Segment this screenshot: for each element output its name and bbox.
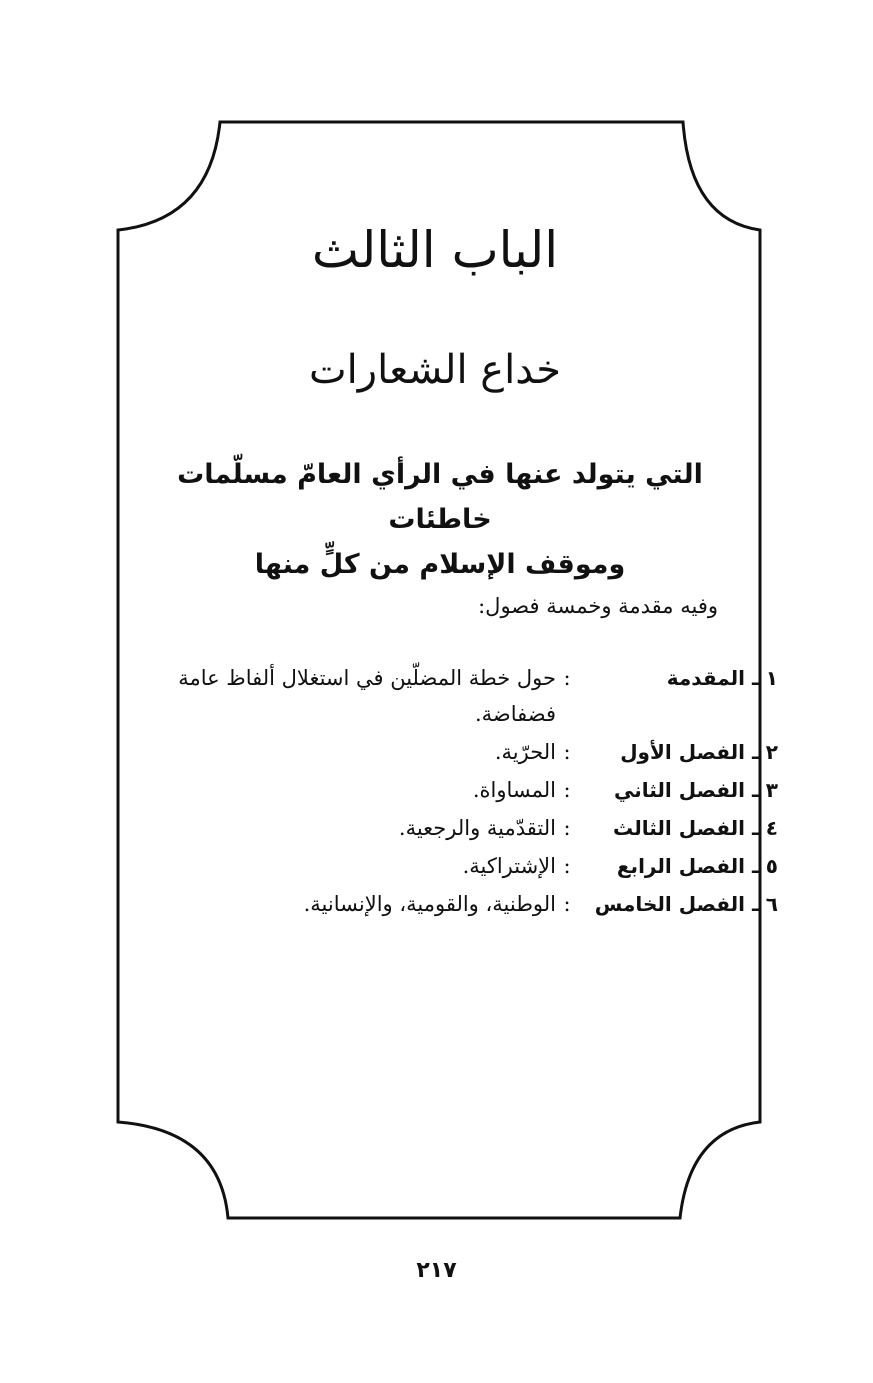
toc-description: الإشتراكية. xyxy=(462,854,556,878)
toc-row xyxy=(128,886,778,922)
table-of-contents xyxy=(128,660,778,924)
toc-separator: : xyxy=(563,778,571,802)
toc-label: ٢ ـ الفصل الأول xyxy=(620,740,778,764)
toc-separator: : xyxy=(563,816,571,840)
toc-row xyxy=(128,810,778,846)
section-heading xyxy=(150,452,730,587)
toc-description: حول خطة المضلّين في استغلال ألفاظ عامة فضفاضة. xyxy=(178,666,556,726)
heading-line-1: التي يتولد عنها في الرأي العامّ مسلّمات خاطئات xyxy=(177,459,703,535)
toc-row xyxy=(128,848,778,884)
toc-label: ٣ ـ الفصل الثاني xyxy=(613,778,778,802)
toc-row xyxy=(128,734,778,770)
toc-label: ٦ ـ الفصل الخامس xyxy=(594,892,778,916)
heading-line-2: وموقف الإسلام من كلٍّ منها xyxy=(254,549,626,580)
toc-row xyxy=(128,772,778,808)
toc-separator: : xyxy=(563,854,571,878)
toc-description: الوطنية، والقومية، والإنسانية. xyxy=(303,892,556,916)
part-subtitle: خداع الشعارات xyxy=(309,347,561,393)
intro-text: وفيه مقدمة وخمسة فصول: xyxy=(478,594,718,618)
toc-separator: : xyxy=(563,666,571,690)
toc-row xyxy=(128,660,778,732)
toc-label: ٥ ـ الفصل الرابع xyxy=(616,854,778,878)
part-title: الباب الثالث xyxy=(311,221,559,279)
toc-separator: : xyxy=(563,740,571,764)
toc-label: ٤ ـ الفصل الثالث xyxy=(613,816,778,840)
page-number: ٢١٧ xyxy=(416,1258,457,1283)
toc-label: ١ ـ المقدمة xyxy=(666,666,778,690)
toc-description: التقدّمية والرجعية. xyxy=(398,816,556,840)
toc-description: المساواة. xyxy=(472,778,556,802)
toc-separator: : xyxy=(563,892,571,916)
toc-description: الحرّية. xyxy=(494,740,556,764)
